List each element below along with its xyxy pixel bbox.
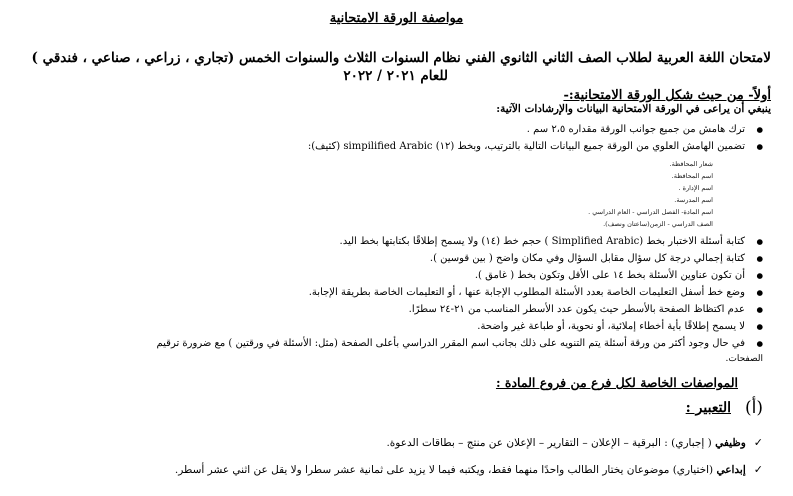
sub-item: اسم المادة- الفصل الدراسي - العام الدراسي . [588,208,713,216]
checkmark-icon: ✓ [753,463,763,476]
sub-item: شعار المحافظة. [669,160,713,168]
document-title: مواصفة الورقة الامتحانية [329,11,464,26]
check-item-text: (اختياري) موضوعان يختار الطالب واحدًا منهما فقط، ويكتبه فيما لا يزيد على ثمانية عشر سطرا ولا يقل عن اثني عشر أسطر. [174,464,714,476]
sub-item: اسم المحافظة. [671,172,713,180]
bullet-item: ● تضمين الهامش العلوي من الورقة جميع البيانات التالية بالترتيب، وبخط (١٢) simpilified Arabic (كثيف): [308,141,745,152]
check-item [175,463,763,476]
sub-item: اسم المدرسة. [674,196,713,204]
bullet-item: ● كتابة إجمالي درجة كل سؤال مقابل السؤال وفي مكان واضح ( بين قوسين ). [430,253,745,264]
section1-heading: أولاً- من حيث شكل الورقة الامتحانية:- [563,88,771,103]
checkmark-icon: ✓ [753,436,763,449]
section2-heading: المواصفات الخاصة لكل فرع من فروع المادة : [495,375,738,390]
subsection-letter: (أ) [745,398,763,418]
bullet-continuation: الصفحات. [725,354,763,364]
document-subtitle-line2: للعام ٢٠٢١ / ٢٠٢٢ [343,68,448,84]
check-item-key: إبداعي [716,464,746,476]
bullet-item: ● كتابة أسئلة الاختبار بخط (Simplified Arabic ) حجم خط (١٤) ولا يسمح إطلاقًا بكتابتها بخط اليد. [340,236,745,247]
bullet-item: ● في حال وجود أكثر من ورقة أسئلة يتم التنويه على ذلك بجانب اسم المقرر الدراسي بأعلى الصفحة (مثل: الأسئلة في ورقتين ) مع ضرورة ترقيم [156,338,745,349]
bullet-item: ● ترك هامش من جميع جوانب الورقة مقداره ٢،٥ سم . [527,124,745,135]
sub-item: اسم الإدارة . [678,184,713,192]
section1-intro: ينبغي أن يراعى في الورقة الامتحانية البيانات والإرشادات الآتية: [496,103,771,115]
document-subtitle-line1: لامتحان اللغة العربية لطلاب الصف الثاني الثانوي الفني نظام السنوات الثلاث والسنوات الخمس (تجاري ، زراعي ، صناعي ، فندقي ) [31,50,771,66]
check-item-key: وظيفي [715,437,746,449]
check-item [386,436,763,449]
bullet-item: ● أن تكون عناوين الأسئلة بخط ١٤ على الأقل وتكون بخط ( غامق ). [475,270,745,281]
check-item-text: ( إجباري) : البرقية – الإعلان – التقارير – الإعلان عن منتج – بطاقات الدعوة. [386,437,712,449]
sub-item: الصف الدراسي - الزمن(ساعتان ونصف). [603,220,713,228]
bullet-item: ● وضع خط أسفل التعليمات الخاصة بعدد الأسئلة المطلوب الإجابة عنها ، أو التعليمات الخاصة بطريقة الإجابة. [309,287,745,298]
bullet-item: ● لا يسمح إطلاقًا بأية أخطاء إملائية، أو نحوية، أو طباعة غير واضحة. [477,321,745,332]
bullet-item: ● عدم اكتظاظ الصفحة بالأسطر حيث يكون عدد الأسطر المناسب من ٢١-٢٤ سطرًا. [409,304,745,315]
subsection-title: التعبير : [685,400,731,416]
